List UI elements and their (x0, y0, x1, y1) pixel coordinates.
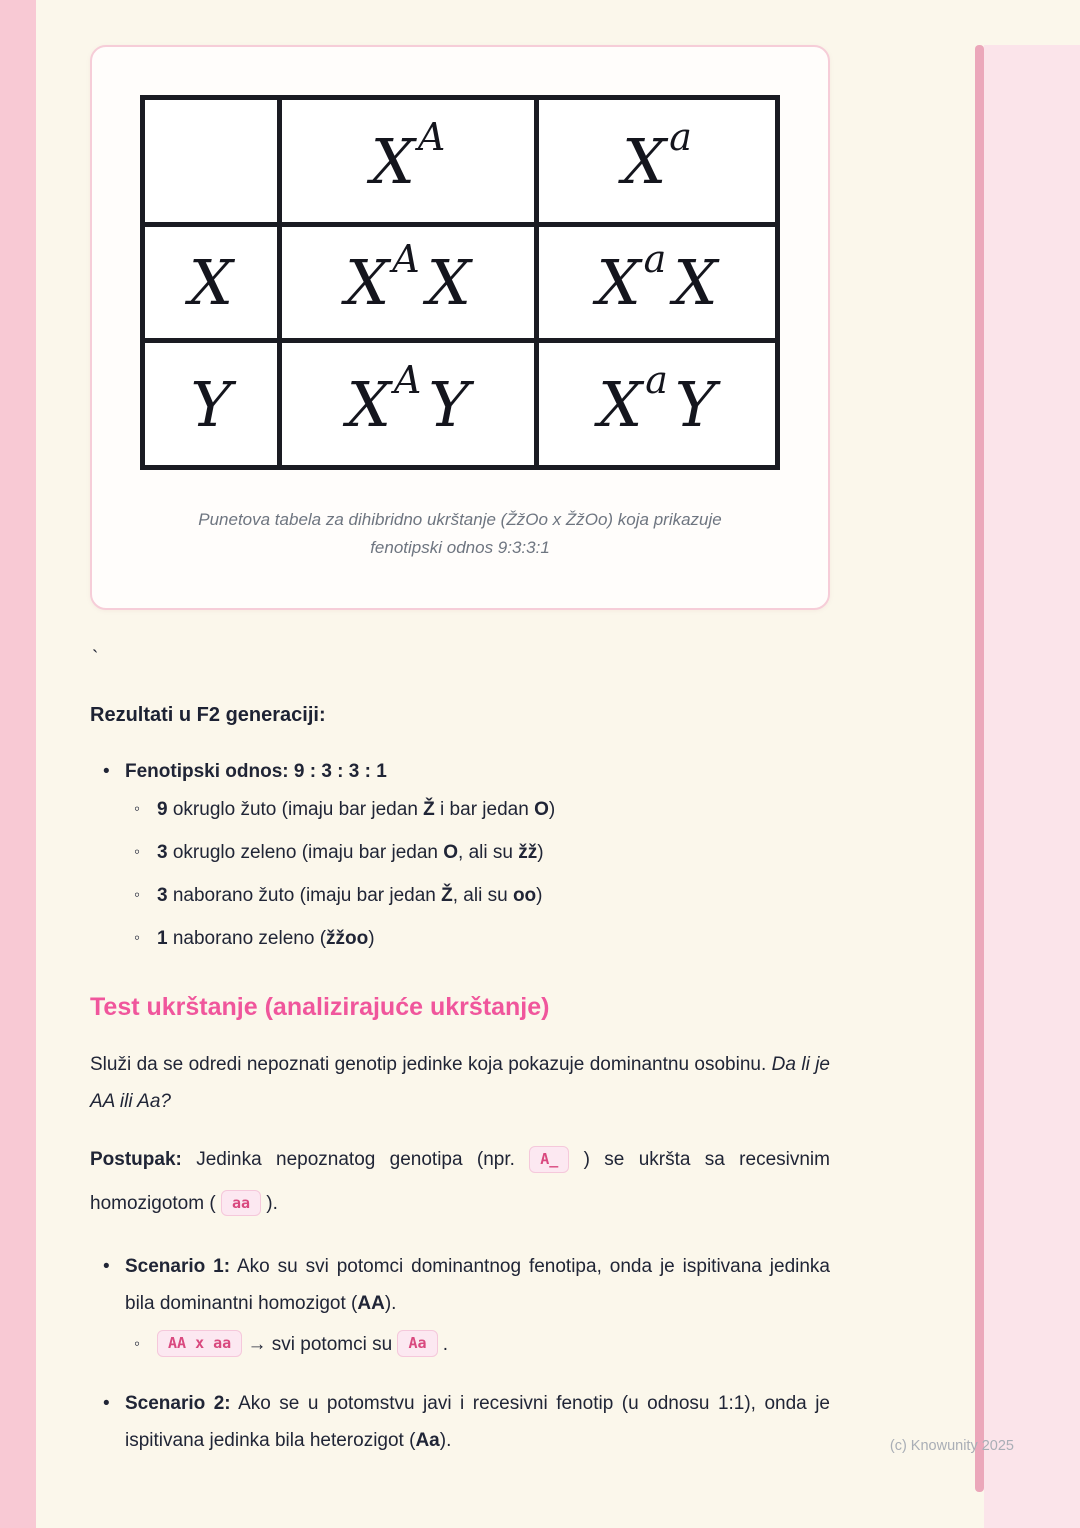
allele-base: X (345, 246, 390, 319)
punnett-corner-cell (145, 100, 282, 227)
text-run: Jedinka nepoznatog genotipa (npr. (181, 1149, 530, 1171)
list-item (90, 1385, 830, 1459)
text-run: ) (548, 799, 556, 821)
caption-line: Punetova tabela za dihibridno ukrštanje (ŽžOo x ŽžOo) koja prikazuje (198, 510, 722, 529)
copyright-footer: (c) Knowunity 2025 (889, 1438, 1014, 1454)
phenotype-ratio-text: Fenotipski odnos: 9 : 3 : 3 : 1 (125, 761, 387, 782)
punnett-row-label (145, 343, 282, 465)
text-run: → svi potomci su (242, 1333, 398, 1355)
allele-superscript: A (393, 358, 422, 402)
allele-base: X (346, 367, 391, 441)
text-run: , ali su (458, 842, 519, 864)
punnett-header-cell (539, 100, 775, 227)
text-run: ) (537, 842, 544, 864)
allele-superscript: a (645, 358, 668, 402)
allele-base: X (596, 246, 641, 319)
allele-symbol: žž (518, 842, 538, 864)
code-chip: AA x aa (157, 1330, 242, 1357)
allele-symbol: O (534, 799, 549, 821)
allele-symbol: Ž (441, 885, 453, 907)
allele-tail: X (426, 246, 471, 319)
allele-symbol: O (443, 842, 459, 864)
punnett-cell (282, 227, 539, 343)
table-caption (92, 506, 828, 562)
italic-question: Da li je AA ili Aa? (90, 1054, 830, 1113)
text-run: Ako se u potomstvu javi i recesivni fenotip (u odnosu 1:1), onda je ispitivana jedinka bila heterozigot ( (125, 1392, 830, 1451)
list-item (125, 791, 830, 828)
allele-base: X (370, 124, 415, 198)
punnett-card (90, 45, 830, 610)
allele-base: X (598, 367, 643, 441)
list-item (90, 1248, 830, 1367)
text-run: ) (536, 885, 543, 907)
text-run: Ako su svi potomci dominantnog fenotipa, onda je ispitivana jedinka bila dominantni homozigot ( (125, 1255, 830, 1314)
text-run: okruglo zeleno (imaju bar jedan (167, 842, 444, 864)
count-number: 3 (157, 885, 168, 907)
results-sublist (125, 791, 830, 957)
text-run: i bar jedan (434, 799, 535, 821)
count-number: 3 (157, 842, 168, 864)
count-number: 1 (157, 928, 168, 950)
scenarios-list (90, 1248, 830, 1459)
text-run: ) (368, 928, 375, 950)
text-run: okruglo žuto (imaju bar jedan (167, 799, 424, 821)
procedure-lead: Postupak: (90, 1149, 182, 1171)
list-item (125, 1324, 830, 1367)
list-item (90, 753, 830, 957)
test-cross-heading: Test ukrštanje (analizirajuće ukrštanje) (90, 993, 550, 1022)
allele-superscript: a (643, 236, 667, 281)
right-accent-line (975, 45, 984, 1492)
count-number: 9 (157, 799, 168, 821)
allele-symbol: AA (357, 1292, 385, 1314)
stray-backtick: ` (92, 648, 99, 669)
scenario-lead: Scenario 2: (125, 1392, 231, 1414)
allele-superscript: a (669, 115, 692, 159)
allele-symbol: žžoo (326, 928, 369, 950)
results-list (90, 753, 830, 957)
allele-symbol: Aa (415, 1429, 440, 1451)
text-run: naborano zeleno ( (167, 928, 327, 950)
caption-line: fenotipski odnos 9:3:3:1 (370, 538, 550, 557)
text-run: naborano žuto (imaju bar jedan (167, 885, 442, 907)
scenario-lead: Scenario 1: (125, 1255, 231, 1277)
allele-tail: Y (428, 367, 470, 441)
code-chip: A_ (529, 1146, 569, 1173)
list-item (125, 877, 830, 914)
results-heading: Rezultati u F2 generaciji: (90, 704, 326, 726)
allele-symbol: Ž (423, 799, 435, 821)
list-item (125, 920, 830, 957)
right-margin-panel (984, 45, 1080, 1528)
allele-base: X (622, 124, 667, 198)
text-run: ) se ukršta sa recesivnim homozigotom ( (90, 1149, 830, 1215)
punnett-row-label (145, 227, 282, 343)
list-item (125, 834, 830, 871)
intro-paragraph (90, 1046, 830, 1120)
scenario-sublist (125, 1324, 830, 1367)
procedure-paragraph (90, 1138, 830, 1225)
allele-superscript: A (392, 236, 420, 281)
text-run: ). (439, 1429, 452, 1451)
document-content (90, 45, 830, 1477)
text-run: ). (261, 1193, 278, 1215)
allele-symbol: oo (512, 885, 537, 907)
left-accent-strip (0, 0, 36, 1528)
code-chip: Aa (397, 1330, 437, 1357)
text-run: Služi da se odredi nepoznati genotip jedinke koja pokazuje dominantnu osobinu. (90, 1054, 772, 1076)
allele-tail: X (673, 246, 718, 319)
punnett-cell (539, 343, 775, 465)
allele-base: X (188, 246, 234, 319)
code-chip: aa (221, 1190, 261, 1217)
allele-tail: Y (674, 367, 716, 441)
punnett-cell (282, 343, 539, 465)
punnett-table (140, 95, 780, 470)
punnett-header-cell (282, 100, 539, 227)
text-run: ). (384, 1292, 397, 1314)
text-run: , ali su (452, 885, 513, 907)
text-run: . (437, 1333, 449, 1355)
allele-superscript: A (417, 115, 446, 159)
punnett-cell (539, 227, 775, 343)
allele-base: Y (190, 367, 232, 441)
